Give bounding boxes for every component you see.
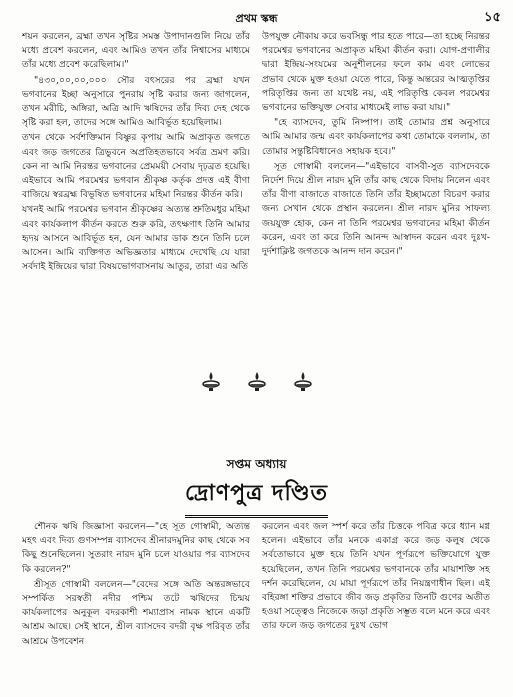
paragraph: যখনই আমি পরমেশ্বর ভগবান শ্রীকৃষ্ণের অত্যন্ত শ্রুতিমধুর মহিমা এবং কার্যকলাপ কীর্তন করতে শুরু করি, তৎক্ষণাৎ তিনি আমার হৃদয় আসনে আবির্ভূত হন, যেন আমার ডাক শুনে তিনি চলে আসেন। আমি ব্যক্তিগত অভিজ্ঞতার মাধ্যমে দেখেছি যে যারা সর্বদাই ইন্দ্রিয়ের দ্বারা বিষয়ভোগবাসনায় আতুর, তারা এর অতি: [22, 204, 250, 273]
lamp-icon: [246, 370, 268, 392]
paragraph: "৪৩০,০০,০০,০০০ সৌর বৎসরের পর ব্রহ্মা যখন ভগবানের ইচ্ছা অনুসারে পুনরায় সৃষ্টি করার জন্য জাগলেন, তখন মরীচি, অঙ্গিরা, অত্রি আদি ঋষিদের তাঁর দিব্য দেহ থেকে সৃষ্টি করা হল, তাদের সঙ্গে আমিও আবির্ভূত হয়েছিলাম।: [22, 74, 250, 129]
chapter-number: সপ্তম অধ্যায়: [226, 457, 287, 471]
page-number: ১৫: [484, 10, 501, 25]
paragraph: শয়ন করলেন, ব্রহ্মা তখন সৃষ্টির সমস্ত উপাদানগুলি নিয়ে তাঁর মধ্যে প্রবেশ করলেন, এবং আমিও তখন তাঁর নিশ্বাসের মাধ্যমে তাঁর মধ্যে প্রবেশ করেছিলাম।": [22, 31, 250, 71]
paragraph: "হে ব্যাসদেব, তুমি নিষ্পাপ। তাই তোমার প্রশ্ন অনুসারে আমি আমার জন্ম এবং কার্যকলাপের কথা তোমাকে বললাম, তা তোমার সন্তুষ্টিবিধানেও সহায়ক হবে।": [262, 117, 490, 157]
running-title: প্রথম স্কন্ধ: [235, 12, 278, 25]
text-column-top-right: [262, 30, 490, 360]
paragraph: সূত গোস্বামী বললেন—"এইভাবে বাসবী-সুত ব্যাসদেবকে নির্দেশ দিয়ে শ্রীল নারদ মুনি তাঁর কাছ থেকে বিদায় নিলেন এবং তাঁর বীণা বাজাতে বাজাতে তিনি তাঁর ইচ্ছামতো বিচরণ করার জন্য সেখান থেকে প্রস্থান করলেন। শ্রীল নারদ মুনির সাফল্য জয়যুক্ত হোক, কেন না তিনি পরমেশ্বর ভগবানের মহিমা কীর্তন করেন, এবং তা করে তিনি আনন্দ আস্বাদন করেন এবং দুঃখ-দুর্দশাক্লিষ্ট জগতকে আনন্দ দান করেন।": [262, 160, 490, 258]
chapter-title: [0, 476, 513, 518]
paragraph: তখন থেকে সর্বশক্তিমান বিষ্ণুর কৃপায় আমি অপ্রাকৃত জগতে এবং জড় জগতের ত্রিভুবনে অপ্রতিহতভাবে সর্বত্র ভ্রমণ করি। কেন না আমি নিরন্তর ভগবানের প্রেমময়ী সেবায় দৃঢ়ব্রত হয়েছি। এইভাবে আমি পরমেশ্বর ভগবান শ্রীকৃষ্ণ কর্তৃক প্রদত্ত এই বীণা বাজিয়ে স্বরব্রহ্ম বিভূষিত ভগবানের মহিমা নিরন্তর কীর্তন করি।: [22, 132, 250, 201]
paragraph: শ্রীসূত গোস্বামী বললেন—"বেদের সঙ্গে অতি অন্তরঙ্গভাবে সম্পর্কিত সরস্বতী নদীর পশ্চিম তটে ঋষিদের চিন্ময় কার্যকলাপের অনুকূল বদরকাশী শম্যাপ্রাস নামক স্থানে একটি আশ্রম আছে। সেই স্থানে, শ্রীল ব্যাসদেব বদরী বৃক্ষ পরিবৃত তাঁর আশ্রমে উপবেশন: [22, 578, 250, 647]
paragraph: শৌনক ঋষি জিজ্ঞাসা করলেন—"হে সূত গোস্বামী, অত্যন্ত মহৎ এবং দিব্য গুণসম্পন্ন ব্যাসদেব শ্রীনারদমুনির কাছ থেকে সব কিছু শুনেছিলেন। সুতরাং নারদ মুনি চলে যাওয়ার পর ব্যাসদেব কি করলেন?": [22, 521, 250, 575]
text-column-bottom-right: [262, 520, 490, 690]
text-column-bottom-left: [22, 520, 250, 690]
lamp-icon: [292, 370, 314, 392]
chapter-title-text: দ্রোণপুত্র দণ্ডিত: [185, 476, 328, 518]
text-column-top-left: [22, 30, 250, 360]
section-ornament: [0, 370, 513, 394]
paragraph: করলেন এবং জল স্পর্শ করে তাঁর চিত্তকে পবিত্র করে ধ্যান মগ্ন হলেন। এইভাবে তাঁর মনকে একাগ্র করে জড় কলুষ থেকে সর্বতোভাবে মুক্ত হয়ে তিনি যখন পূর্ণরূপে ভক্তিযোগে যুক্ত হয়েছিলেন, তখন তিনি পরমেশ্বর ভগবানকে তাঁর মায়াশক্তি সহ দর্শন করেছিলেন, যে মায়া পূর্ণরূপে তাঁর নিয়ন্ত্রণাধীন ছিল। এই বহিরঙ্গা শক্তির প্রভাবে জীব জড় প্রকৃতির তিনটি গুণের অতীত হওয়া সত্ত্বেও নিজেকে জড়া প্রকৃতি সম্ভূত বলে মনে করে এবং তার ফলে জড় জগতের দুঃখ ভোগ: [262, 521, 490, 632]
paragraph: উপযুক্ত নৌকায় করে ভবসিন্ধু পার হতে পারে—তা হচ্ছে নিরন্তর পরমেশ্বর ভগবানের অপ্রাকৃত মহিমা কীর্তন করা। যোগ-প্রণালীর দ্বারা ইন্দ্রিয়-সংযমের অনুশীলনের ফলে কাম এবং লোভের প্রভাব থেকে মুক্ত হওয়া যেতে পারে, কিন্তু অন্তরের আত্মতৃপ্তির পরিতৃপ্তির জন্য তা যথেষ্ট নয়, এই পরিতৃপ্তি কেবল পরমেশ্বর ভগবানের ভক্তিযুক্ত সেবার মাধ্যমেই লাভ করা যায়।": [262, 31, 490, 114]
lamp-icon: [200, 370, 222, 392]
page-header: [10, 8, 503, 26]
